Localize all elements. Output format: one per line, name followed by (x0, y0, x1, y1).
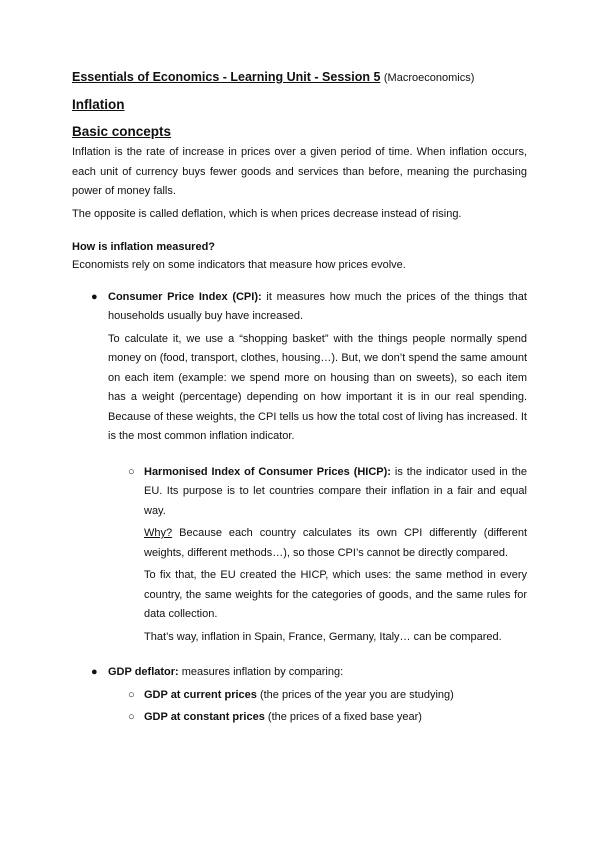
intro-paragraph-2: The opposite is called deflation, which is when prices decrease instead of rising. (72, 207, 462, 220)
cpi-bullet (72, 288, 527, 327)
gdp-constant-term: GDP at constant prices (144, 711, 265, 723)
gdp-constant-bullet (72, 708, 527, 728)
cpi-term: Consumer Price Index (CPI): (108, 290, 262, 303)
hicp-text: is the indicator used in the EU. Its purpose is to let countries compare their inflation in a fair and equal way. (144, 465, 527, 517)
sub-bullet-circle-icon: ○ (128, 711, 135, 723)
hicp-why (72, 524, 527, 563)
gdp-text: measures inflation by comparing: (178, 666, 344, 678)
bullet-dot-icon: ● (91, 666, 98, 678)
sub-bullet-circle-icon: ○ (128, 465, 135, 478)
measure-heading: How is inflation measured? (72, 241, 216, 253)
sub-bullet-circle-icon: ○ (128, 688, 135, 701)
cpi-text: it measures how much the prices of the things that households usually buy have increased. (108, 290, 527, 322)
hicp-term: Harmonised Index of Consumer Prices (HICP): (144, 465, 391, 478)
measure-intro: Economists rely on some indicators that measure how prices evolve. (72, 259, 406, 271)
hicp-compare: That’s way, inflation in Spain, France, Germany, Italy… can be compared. (144, 630, 502, 643)
hicp-bullet (72, 463, 527, 522)
gdp-current-bullet (72, 686, 527, 706)
bullet-dot-icon: ● (91, 290, 98, 303)
why-text: Because each country calculates its own CPI differently (different weights, different methods…), so those CPI’s cannot be directly compared. (144, 527, 527, 559)
cpi-detail: To calculate it, we use a “shopping basket” with the things people normally spend money on (food, transport, clothes, housing…). But, we don’t spend the same amount on each item (example: we spend more on housing than on sweets), so each item has a weight (percentage) depending on how important it is in our real spending. Because of these weights, the CPI tells us how the total cost of living has increased. It is the most common inflation indicator. (108, 332, 527, 442)
gdp-constant-text: (the prices of a fixed base year) (264, 711, 422, 723)
subsection-title: Basic concepts (72, 124, 172, 139)
title-main: Essentials of Economics - Learning Unit - Session 5 (72, 70, 381, 84)
document-title (72, 68, 527, 87)
section-title: Inflation (72, 97, 125, 112)
gdp-deflator-bullet (72, 663, 527, 683)
gdp-current-text: (the prices of the year you are studying) (256, 688, 454, 701)
title-sub: (Macroeconomics) (383, 72, 475, 84)
document-page (72, 68, 527, 728)
gdp-current-term: GDP at current prices (144, 688, 257, 701)
why-label: Why? (144, 527, 173, 539)
intro-paragraph-1: Inflation is the rate of increase in prices over a given period of time. When inflation occurs, each unit of currency buys fewer goods and services than before, meaning the purchasing power of money falls. (72, 146, 527, 197)
hicp-fix: To fix that, the EU created the HICP, which uses: the same method in every country, the same weights for the categories of goods, and the same rules for data collection. (144, 569, 527, 620)
gdp-term: GDP deflator: (108, 666, 179, 678)
